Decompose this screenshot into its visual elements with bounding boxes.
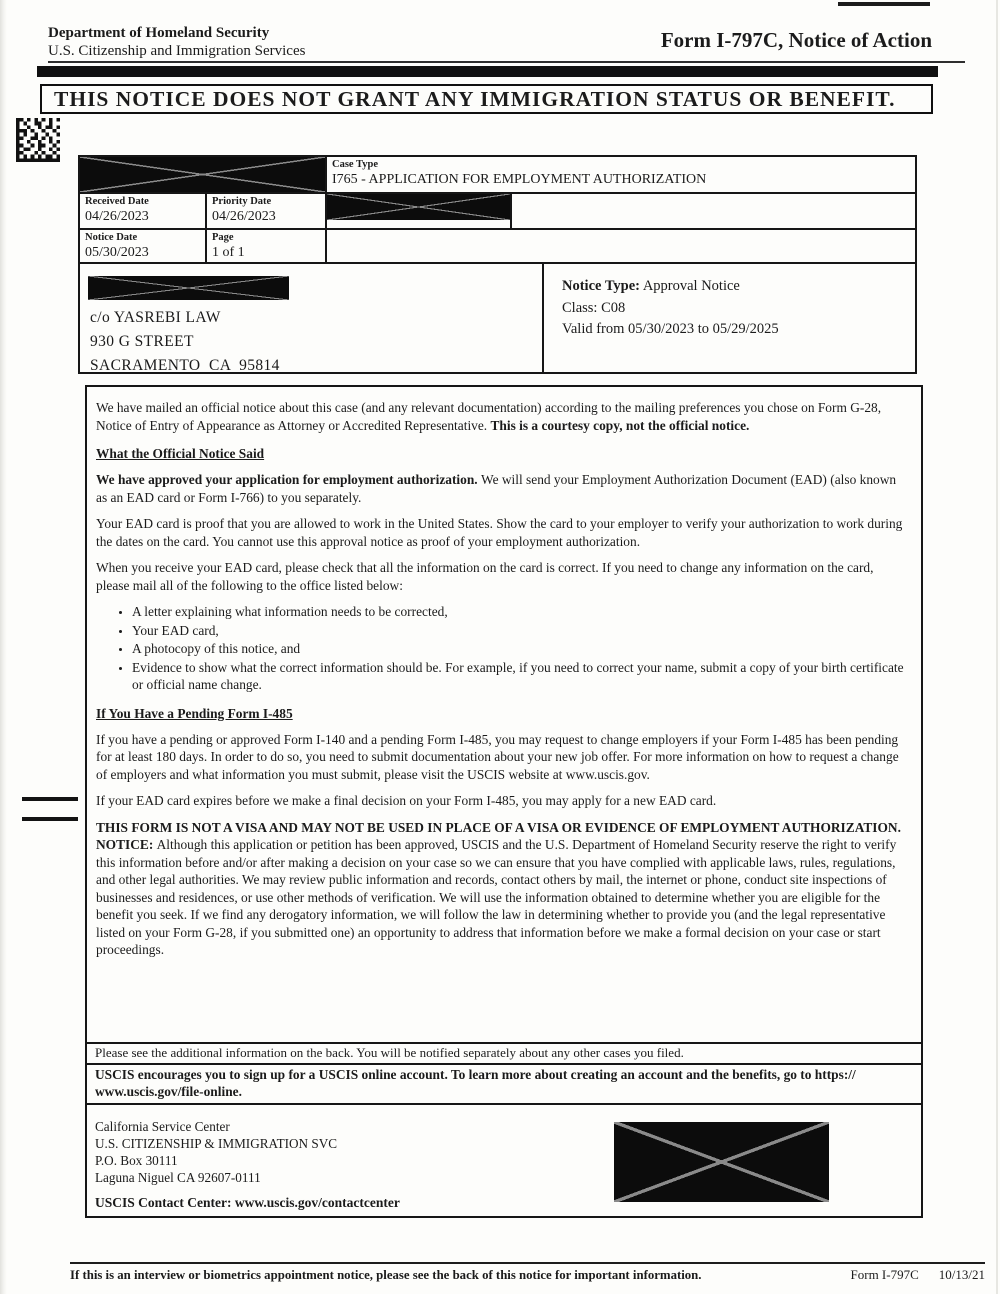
class-line: Class: C08	[562, 299, 626, 316]
barcode-icon	[16, 117, 60, 163]
heading-pending-i485: If You Have a Pending Form I-485	[96, 705, 293, 721]
online-account-text: USCIS encourages you to sign up for a USCIS online account. To learn more about creating an account and the benefits, go to https://	[95, 1067, 856, 1082]
notice-date-value: 05/30/2023	[85, 245, 149, 260]
paragraph-ead-proof: Your EAD card is proof that you are allowed to work in the United States. Show the card to your employer to verify your authorization to work during the dates on the card. You cannot use this approval notice as proof of your employment authorization.	[96, 516, 903, 549]
office-line: P.O. Box 30111	[95, 1153, 178, 1168]
list-item: • A letter explaining what information needs to be corrected,	[132, 603, 908, 621]
priority-date-cell	[205, 192, 327, 230]
online-account-note	[87, 1063, 921, 1105]
address-line: SACRAMENTO CA 95814	[90, 357, 280, 374]
notice-date-cell	[78, 228, 207, 264]
empty-cell	[510, 192, 917, 230]
notice-type-label: Notice Type:	[562, 278, 640, 294]
notice-type-line	[562, 276, 779, 298]
paragraph-not-a-visa	[96, 819, 908, 959]
paragraph-text: Although this application or petition has been approved, USCIS and the U.S. Department of Homeland Security reserve the right to verify this information before and/or after making a decision on your case so we can ensure that you have complied with applicable laws, rules, regulations, and other legal authorities. We may review public information and records, contact others by mail, the internet or phone, conduct site inspections of businesses and residences, or use other methods of verification. We will use the information obtained to determine whether you are eligible for the benefit you seek. If we find any derogatory information, we will follow the law in determining whether to provide you (and the legal representative listed on your Form G-28, if you submitted one) an opportunity to address that information before we make a formal decision on your case or start proceedings.	[96, 837, 897, 957]
margin-mark	[22, 797, 78, 801]
office-line: U.S. CITIZENSHIP & IMMIGRATION SVC	[95, 1136, 338, 1151]
footer	[70, 1267, 985, 1283]
paragraph-bold-text: We have approved your application for employment authorization.	[96, 472, 481, 487]
redacted-receipt-number	[78, 155, 327, 194]
paragraph-text: We will send your Employment Authorization Document (EAD) (also known as an EAD card or Form I-766) to you separately.	[96, 472, 897, 505]
received-date-label: Received Date	[85, 196, 149, 207]
redacted-addressee-name	[88, 276, 289, 300]
mailing-address	[90, 306, 280, 378]
validity-line: Valid from 05/30/2023 to 05/29/2025	[562, 321, 779, 337]
service-center-address	[87, 1118, 921, 1186]
redacted-applicant-number	[327, 194, 510, 220]
notice-footer-rows	[87, 1042, 921, 1216]
case-type-value: I765 - APPLICATION FOR EMPLOYMENT AUTHORIZATION	[332, 172, 707, 187]
page-label: Page	[212, 232, 234, 243]
paragraph-bold-text: This is a courtesy copy, not the official notice.	[490, 417, 750, 433]
priority-date-label: Priority Date	[212, 196, 272, 207]
list-item: • A photocopy of this notice, and	[132, 640, 908, 658]
priority-date-value: 04/26/2023	[212, 209, 276, 224]
scan-edge-artifact	[0, 0, 7, 1294]
scan-edge-artifact	[996, 0, 998, 1294]
received-date-cell	[78, 192, 207, 230]
footer-form-id-group	[851, 1267, 985, 1283]
footer-rule	[70, 1262, 985, 1264]
margin-mark	[22, 817, 78, 821]
notice-date-label: Notice Date	[85, 232, 138, 243]
header-black-bar	[37, 66, 938, 77]
paragraph-courtesy-copy	[96, 399, 908, 434]
list-item: • Your EAD card,	[132, 622, 908, 640]
agency-header	[48, 24, 305, 60]
notice-info-cell	[542, 262, 917, 374]
paragraph-text: We have mailed an official notice about this case (and any relevant documentation) according to the mailing preferences you chose on Form G-28, Notice of Entry of Appearance as Attorney or Accredited Representative.	[96, 400, 882, 433]
page-cell	[205, 228, 327, 264]
redacted-cell	[325, 192, 512, 230]
paragraph-ead-expires: If your EAD card expires before we make a final decision on your Form I-485, you may apply for a new EAD card.	[96, 793, 717, 808]
online-account-url: www.uscis.gov/file-online.	[95, 1083, 242, 1099]
list-item: • Evidence to show what the correct information should be. For example, if you need to correct your name, submit a copy of your birth certificate or official name change.	[132, 659, 908, 694]
address-line: 930 G STREET	[90, 333, 194, 350]
address-line: c/o YASREBI LAW	[90, 309, 221, 326]
addressee-cell	[78, 262, 544, 374]
paragraph-i140-i485: If you have a pending or approved Form I-140 and a pending Form I-485, you may request to change employers if your Form I-485 has been pending for at least 180 days. In order to do so, you need to submit documentation about your new job offer. For more information on how to request a change of employers and what information you must submit, please visit the USCIS website at www.uscis.gov.	[96, 731, 899, 782]
page-value: 1 of 1	[212, 245, 245, 260]
paragraph-check-card: When you receive your EAD card, please check that all the information on the card is correct. If you need to change any information on the card, please mail all of the following to the office listed below:	[96, 560, 874, 593]
paragraph-approval	[96, 471, 908, 506]
paragraph-bold-text: THIS FORM IS NOT A VISA AND MAY NOT BE USED IN PLACE OF A VISA OR EVIDENCE OF EMPLOYMENT AUTHORIZATION. NOTICE:	[96, 819, 901, 852]
office-line: Laguna Niguel CA 92607-0111	[95, 1170, 261, 1185]
agency-subname: U.S. Citizenship and Immigration Services	[48, 43, 306, 59]
no-status-banner: THIS NOTICE DOES NOT GRANT ANY IMMIGRATION STATUS OR BENEFIT.	[40, 84, 933, 114]
office-line: California Service Center	[95, 1119, 230, 1134]
empty-cell	[325, 228, 917, 264]
scan-mark	[838, 2, 930, 6]
correction-checklist	[96, 603, 908, 694]
agency-name: Department of Homeland Security	[48, 25, 270, 41]
case-type-cell	[325, 155, 917, 194]
footer-form-id: Form I-797C	[850, 1267, 919, 1282]
heading-official-notice: What the Official Notice Said	[96, 446, 265, 461]
footer-note: If this is an interview or biometrics appointment notice, please see the back of this notice for important information.	[70, 1268, 702, 1282]
footer-revision-date: 10/13/21	[938, 1267, 985, 1282]
form-title: Form I-797C, Notice of Action	[660, 28, 932, 52]
contact-center-line: USCIS Contact Center: www.uscis.gov/contactcenter	[95, 1195, 400, 1210]
notice-body	[85, 385, 923, 1218]
notice-type-value: Approval Notice	[640, 278, 740, 294]
see-back-note: Please see the additional information on the back. You will be notified separately about any other cases you filed.	[87, 1042, 921, 1063]
case-type-label: Case Type	[332, 159, 378, 170]
header-rule	[48, 61, 965, 63]
received-date-value: 04/26/2023	[85, 209, 149, 224]
